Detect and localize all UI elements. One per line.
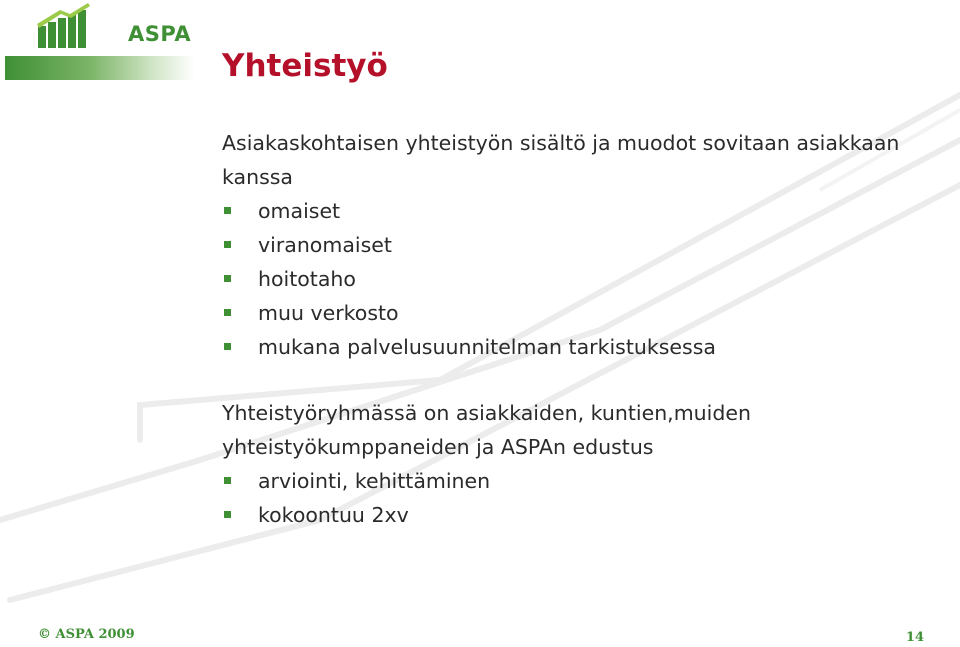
section-2-intro: Yhteistyöryhmässä on asiakkaiden, kuntien,muiden yhteistyökumppaneiden ja ASPAn edustus <box>222 401 751 459</box>
section-1-intro: Asiakaskohtaisen yhteistyön sisältö ja muodot sovitaan asiakkaan kanssa <box>222 131 900 189</box>
section-2-bullets <box>222 464 942 532</box>
list-item: kokoontuu 2xv <box>222 498 942 532</box>
slide-content <box>222 126 942 532</box>
list-item: muu verkosto <box>222 296 942 330</box>
square-bullet-icon <box>224 241 231 248</box>
square-bullet-icon <box>224 477 231 484</box>
list-item: arviointi, kehittäminen <box>222 464 942 498</box>
square-bullet-icon <box>224 275 231 282</box>
list-item: hoitotaho <box>222 262 942 296</box>
section-1-bullets <box>222 194 942 364</box>
square-bullet-icon <box>224 343 231 350</box>
square-bullet-icon <box>224 511 231 518</box>
square-bullet-icon <box>224 207 231 214</box>
header-gradient-bar <box>5 56 195 80</box>
slide-title: Yhteistyö <box>222 48 388 84</box>
list-item: viranomaiset <box>222 228 942 262</box>
list-item: omaiset <box>222 194 942 228</box>
square-bullet-icon <box>224 309 231 316</box>
footer-copyright: © ASPA 2009 <box>38 627 135 642</box>
list-item: mukana palvelusuunnitelman tarkistuksessa <box>222 330 942 364</box>
logo-text: ASPA <box>128 22 192 46</box>
page-number: 14 <box>905 630 924 645</box>
aspa-logo-icon <box>36 2 94 52</box>
aspa-logo <box>36 2 196 52</box>
